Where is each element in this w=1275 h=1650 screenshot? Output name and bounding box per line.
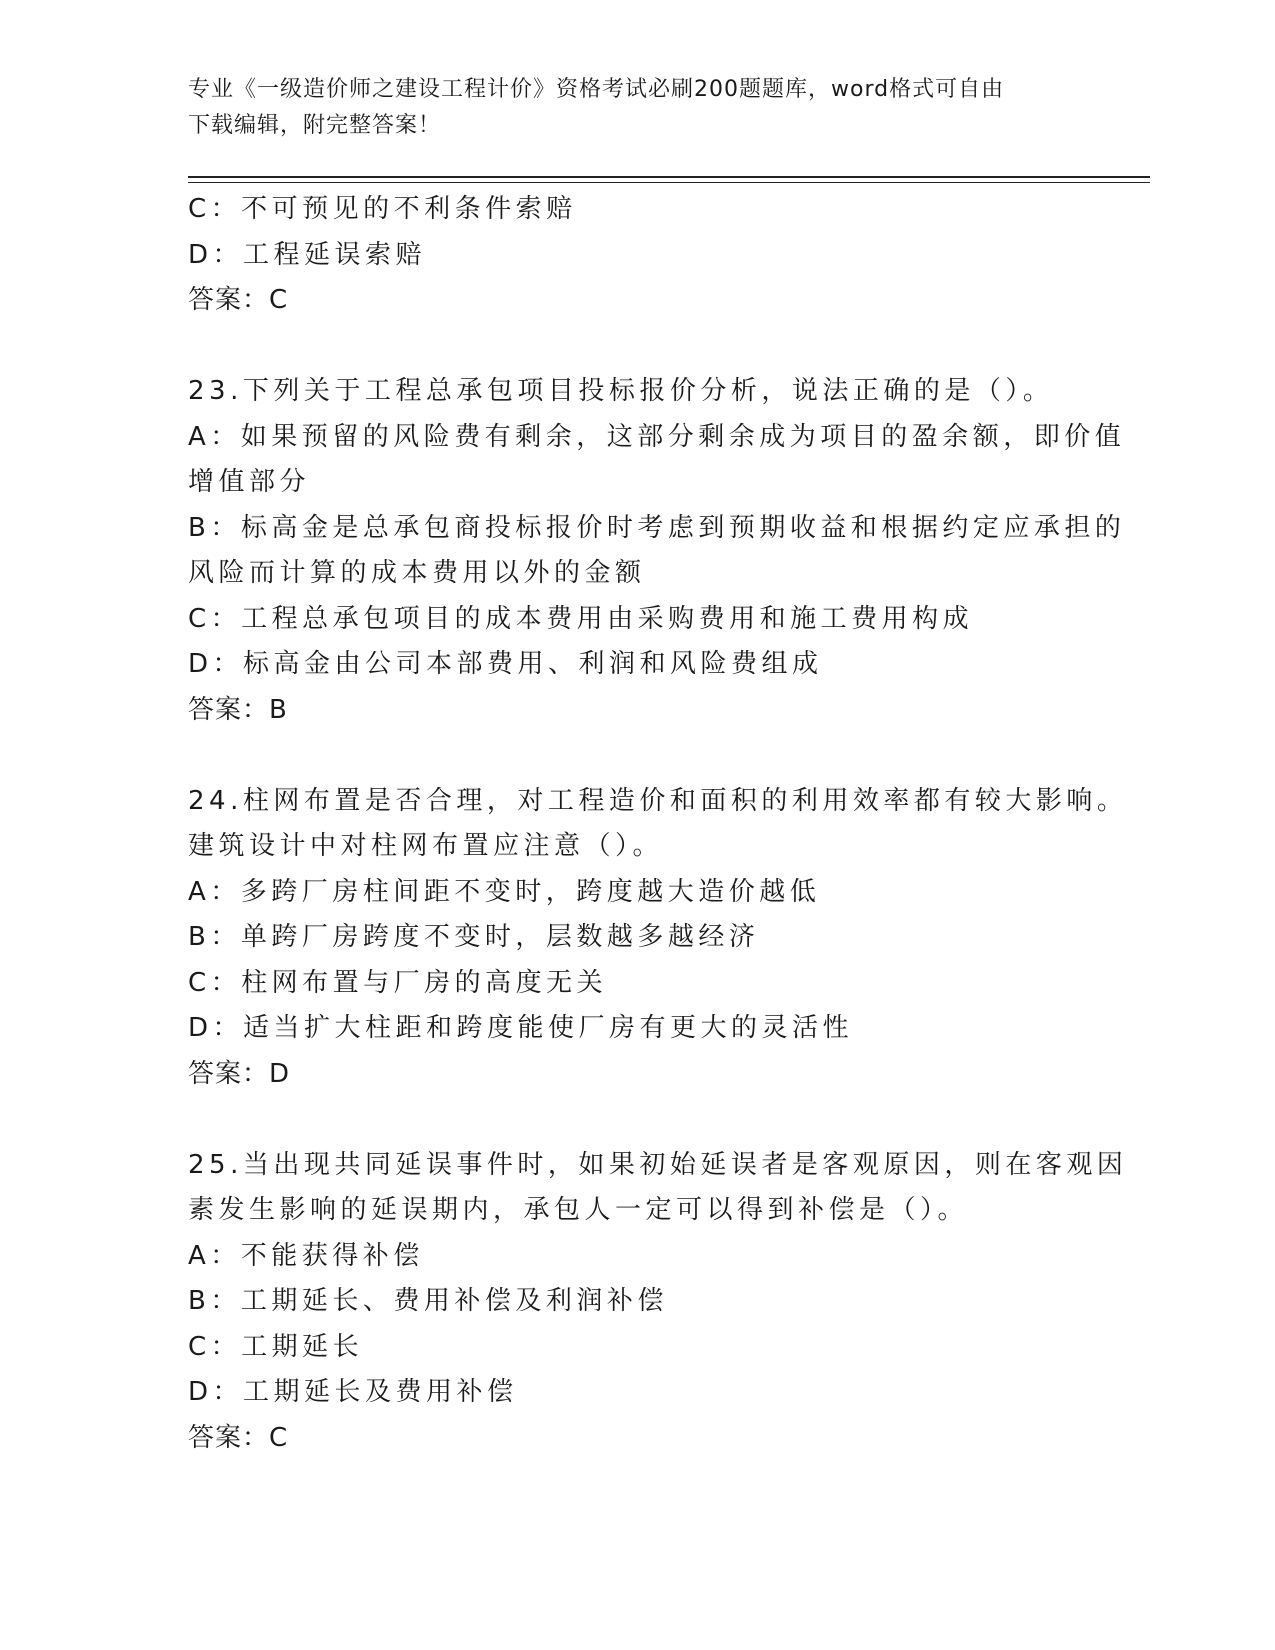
option-b: B：标高金是总承包商投标报价时考虑到预期收益和根据约定应承担的 <box>188 512 1126 543</box>
header-divider-thin <box>188 182 1150 183</box>
question-24 <box>188 779 1128 1098</box>
option-a: A：多跨厂房柱间距不变时，跨度越大造价越低 <box>188 876 821 907</box>
option-b: B：单跨厂房跨度不变时，层数越多越经济 <box>188 922 760 952</box>
question-stem: 24.柱网布置是否合理，对工程造价和面积的利用效率都有较大影响。 <box>188 785 1128 816</box>
option-a: A：不能获得补偿 <box>188 1240 424 1271</box>
answer: 答案：B <box>188 694 288 725</box>
header-line-2: 下载编辑，附完整答案！ <box>188 113 442 138</box>
question-22-tail <box>188 187 1088 324</box>
option-d: D：适当扩大柱距和跨度能使厂房有更大的灵活性 <box>188 1013 854 1043</box>
spacer <box>188 733 1088 779</box>
option-d: D：标高金由公司本部费用、利润和风险费组成 <box>188 649 823 679</box>
answer: 答案：D <box>188 1058 291 1089</box>
option-b: B：工期延长、费用补偿及利润补偿 <box>188 1286 668 1316</box>
option-a-continued: 增值部分 <box>188 467 311 497</box>
page-header <box>188 72 1068 144</box>
spacer <box>188 324 1088 370</box>
option-b-continued: 风险而计算的成本费用以外的金额 <box>188 558 646 588</box>
option-c: C：不可预见的不利条件索赔 <box>188 194 577 224</box>
question-list <box>188 187 1128 1461</box>
option-c: C：工期延长 <box>188 1331 364 1362</box>
question-stem: 25.当出现共同延误事件时，如果初始延误者是客观原因，则在客观因 <box>188 1149 1128 1180</box>
option-d: D：工程延误索赔 <box>188 239 427 270</box>
option-c: C：工程总承包项目的成本费用由采购费用和施工费用构成 <box>188 603 974 634</box>
option-c: C：柱网布置与厂房的高度无关 <box>188 967 608 998</box>
question-stem: 23.下列关于工程总承包项目投标报价分析，说法正确的是（）。 <box>188 376 1054 406</box>
question-25 <box>188 1143 1128 1462</box>
header-divider-thick <box>188 176 1150 178</box>
answer: 答案：C <box>188 285 289 315</box>
answer: 答案：C <box>188 1422 289 1453</box>
question-23 <box>188 369 1126 733</box>
option-d: D：工期延长及费用补偿 <box>188 1377 518 1407</box>
question-stem-continued: 素发生影响的延误期内，承包人一定可以得到补偿是（）。 <box>188 1195 969 1225</box>
spacer <box>188 1097 1088 1143</box>
question-stem-continued: 建筑设计中对柱网布置应注意（）。 <box>188 831 664 861</box>
header-line-1: 专业《一级造价师之建设工程计价》资格考试必刷200题题库，word格式可自由 <box>188 77 1005 102</box>
option-a: A：如果预留的风险费有剩余，这部分剩余成为项目的盈余额，即价值 <box>188 421 1126 452</box>
